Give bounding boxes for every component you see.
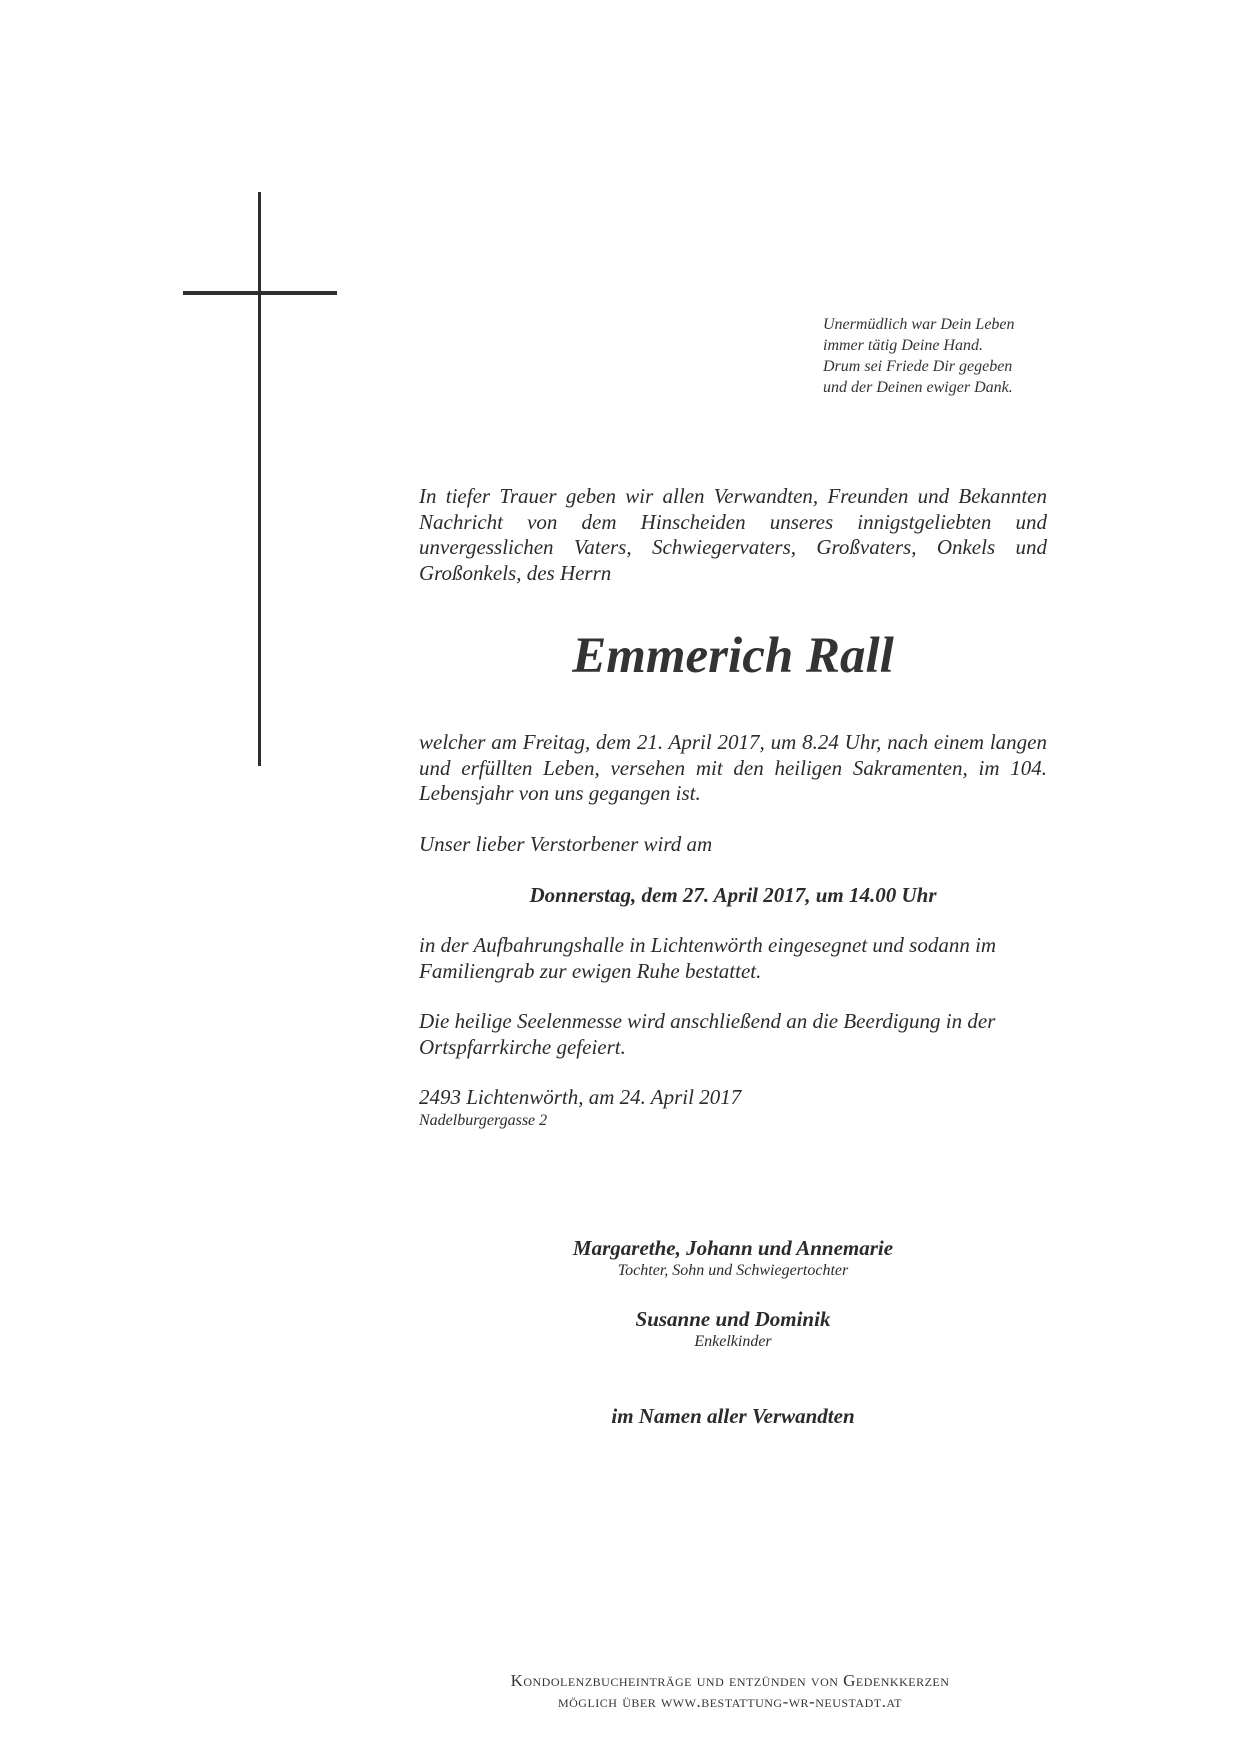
funeral-intro-block bbox=[419, 832, 1047, 858]
death-notice-text: welcher am Freitag, dem 21. April 2017, um 8.24 Uhr, nach einem langen und erfüllten Leben, versehen mit den heiligen Sakramenten, im 104. Lebensjahr von uns gegangen ist. bbox=[419, 730, 1047, 805]
funeral-place-text: in der Aufbahrungshalle in Lichtenwörth eingesegnet und sodann im Familiengrab zur ewigen Ruhe bestattet. bbox=[419, 933, 997, 983]
funeral-date: Donnerstag, dem 27. April 2017, um 14.00 Uhr bbox=[529, 883, 937, 907]
poem-line: Drum sei Friede Dir gegeben bbox=[823, 358, 1013, 375]
cross-vertical-bar bbox=[258, 192, 261, 766]
funeral-place-block bbox=[419, 933, 1047, 984]
family-group bbox=[419, 1306, 1047, 1352]
poem-line: immer tätig Deine Hand. bbox=[823, 337, 983, 354]
family-relation: Enkelkinder bbox=[694, 1333, 772, 1350]
footer-line: Kondolenzbucheinträge und entzünden von Gedenkkerzen bbox=[510, 1671, 950, 1690]
street-address: Nadelburgergasse 2 bbox=[419, 1112, 548, 1129]
death-notice-block bbox=[419, 730, 1047, 807]
place-date-block bbox=[419, 1085, 1047, 1111]
mass-block bbox=[419, 1009, 1047, 1060]
memorial-poem bbox=[823, 314, 1123, 398]
poem-line: Unermüdlich war Dein Leben bbox=[823, 316, 1015, 333]
intro-text: In tiefer Trauer geben wir allen Verwandten, Freunden und Bekannten Nachricht von dem Hinscheiden unseres innigstgeliebten und unvergesslichen Vaters, Schwiegervaters, Großvaters, Onkels und Großonkels, des Herrn bbox=[419, 484, 1047, 585]
family-names: Susanne und Dominik bbox=[635, 1307, 831, 1331]
poem-line: und der Deinen ewiger Dank. bbox=[823, 379, 1013, 396]
family-names: Margarethe, Johann und Annemarie bbox=[572, 1236, 894, 1260]
family-group bbox=[419, 1235, 1047, 1281]
cross-horizontal-bar bbox=[183, 291, 337, 295]
intro-block bbox=[419, 484, 1047, 586]
place-date-text: 2493 Lichtenwörth, am 24. April 2017 bbox=[419, 1085, 742, 1109]
closing-line: im Namen aller Verwandten bbox=[611, 1404, 855, 1428]
family-relation: Tochter, Sohn und Schwiegertochter bbox=[617, 1262, 849, 1279]
funeral-intro-text: Unser lieber Verstorbener wird am bbox=[419, 832, 713, 856]
footer-line: möglich über www.bestattung-wr-neustadt.at bbox=[557, 1692, 903, 1711]
mass-text: Die heilige Seelenmesse wird anschließend an die Beerdigung in der Ortspfarrkirche gefeiert. bbox=[419, 1009, 996, 1059]
deceased-name: Emmerich Rall bbox=[572, 628, 894, 684]
footer-note bbox=[300, 1670, 1160, 1712]
